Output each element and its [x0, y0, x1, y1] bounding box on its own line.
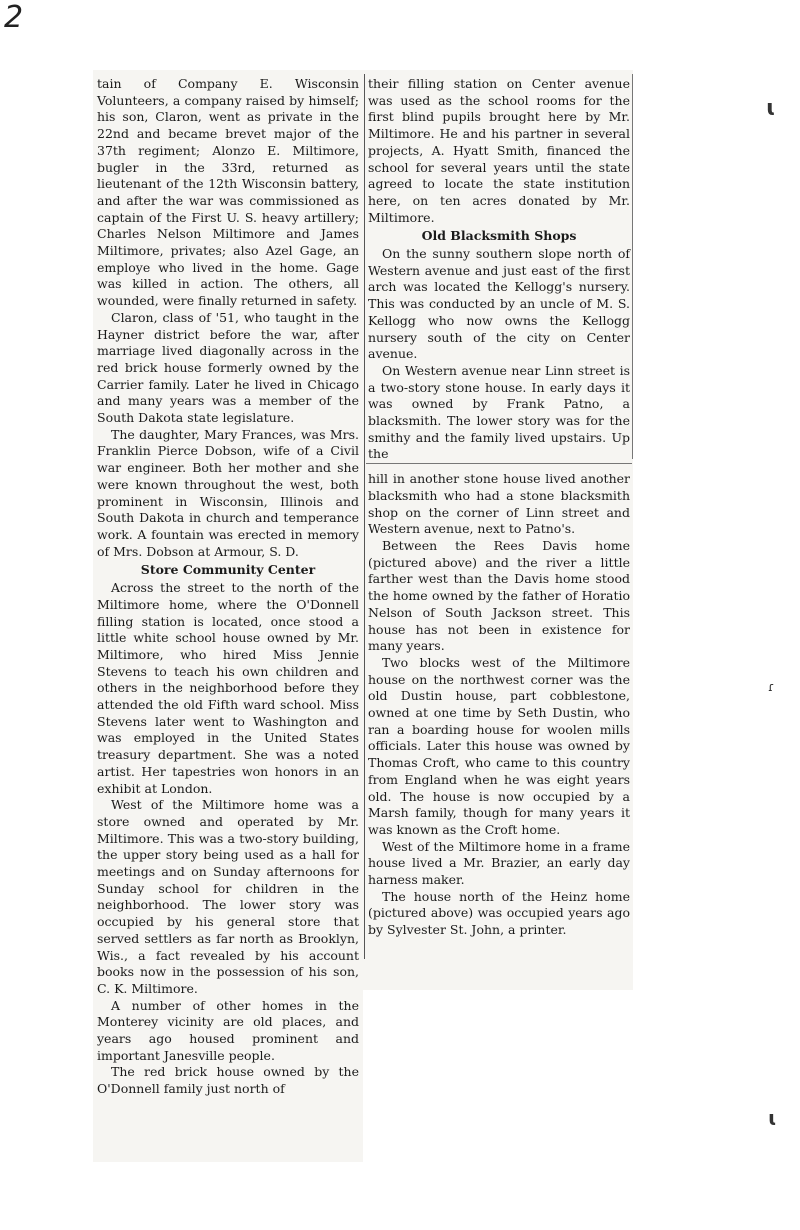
margin-mark: ɾ: [768, 680, 775, 694]
paragraph: On the sunny southern slope north of Western avenue and just east of the first arch was located the Kellogg's nursery. This was conducted by an uncle of M. S. Kellogg who now owns the Kellogg nursery south of the city on Center avenue.: [368, 246, 630, 362]
paragraph: The red brick house owned by the O'Donnell family just north of: [97, 1064, 359, 1097]
paragraph: West of the Miltimore home in a frame house lived a Mr. Brazier, an early day harness maker.: [368, 838, 630, 888]
paragraph: A number of other homes in the Monterey vicinity are old places, and years ago housed prominent and important Janesville people.: [97, 997, 359, 1063]
paragraph: tain of Company E. Wisconsin Volunteers, a company raised by himself; his son, Claron, went as private in the 22nd and became brevet major of the 37th regiment; Alonzo E. Miltimore, bugler in the 33rd, returned as lieutenant of the 12th Wisconsin battery, and after the war was commissioned as captain of the First U. S. heavy artillery; Charles Nelson Miltimore and James Miltimore, privates; also Azel Gage, an employe who lived in the home. Gage was killed in action. The others, all wounded, were finally returned in safety.: [97, 76, 359, 309]
article-column-right: [368, 76, 630, 939]
column-divider: [364, 74, 365, 959]
section-heading: Old Blacksmith Shops: [421, 228, 577, 244]
article-column-left: [97, 76, 359, 1098]
margin-mark: ɩ: [766, 96, 776, 121]
margin-mark: ɩ: [768, 1106, 777, 1130]
paragraph: hill in another stone house lived another blacksmith who had a stone blacksmith shop on the corner of Linn street and Western avenue, next to Patno's.: [368, 471, 630, 537]
page-number: 2: [4, 0, 24, 35]
paragraph: The house north of the Heinz home (pictured above) was occupied years ago by Sylvester St. John, a printer.: [368, 888, 630, 938]
column-edge: [632, 74, 633, 459]
section-heading: Store Community Center: [140, 562, 316, 578]
paragraph: Across the street to the north of the Miltimore home, where the O'Donnell filling station is located, once stood a little white school house owned by Mr. Miltimore, who hired Miss Jennie Stevens to teach his own children and others in the neighborhood before they attended the old Fifth ward school. Miss Stevens later went to Washington and was employed in the United States treasury department. She was a noted artist. Her tapestries won honors in an exhibit at London.: [97, 580, 359, 796]
paragraph: On Western avenue near Linn street is a two-story stone house. In early days it was owned by Frank Patno, a blacksmith. The lower story was for the smithy and the family lived upstairs. Up the: [368, 362, 630, 462]
paragraph: Claron, class of '51, who taught in the Hayner district before the war, after marriage lived diagonally across in the red brick house formerly owned by the Carrier family. Later he lived in Chicago and many years was a member of the South Dakota state legislature.: [97, 309, 359, 426]
paragraph: West of the Miltimore home was a store owned and operated by Mr. Miltimore. This was a two-story building, the upper story being used as a hall for meetings and on Sunday afternoons for Sunday school for children in the neighborhood. The lower story was occupied by his general store that served settlers as far north as Brooklyn, Wis., a fact revealed by his account books now in the possession of his son, C. K. Miltimore.: [97, 797, 359, 996]
paragraph: The daughter, Mary Frances, was Mrs. Franklin Pierce Dobson, wife of a Civil war engineer. Both her mother and she were known throughout the west, both prominent in Wisconsin, Illinois and South Dakota in church and temperance work. A fountain was erected in memory of Mrs. Dobson at Armour, S. D.: [97, 426, 359, 559]
paragraph: Between the Rees Davis home (pictured above) and the river a little farther west than the Davis home stood the home owned by the father of Horatio Nelson of South Jackson street. This house has not been in existence for many years.: [368, 537, 630, 654]
paragraph: their filling station on Center avenue was used as the school rooms for the first blind pupils brought here by Mr. Miltimore. He and his partner in several projects, A. Hyatt Smith, financed the school for several years until the state agreed to locate the state institution here, on ten acres donated by Mr. Miltimore.: [368, 76, 630, 225]
paragraph: Two blocks west of the Miltimore house on the northwest corner was the old Dustin house, part cobblestone, owned at one time by Seth Dustin, who ran a boarding house for woolen mills officials. Later this house was owned by Thomas Croft, who came to this country from England when he was eight years old. The house is now occupied by a Marsh family, though for many years it was known as the Croft home.: [368, 654, 630, 837]
